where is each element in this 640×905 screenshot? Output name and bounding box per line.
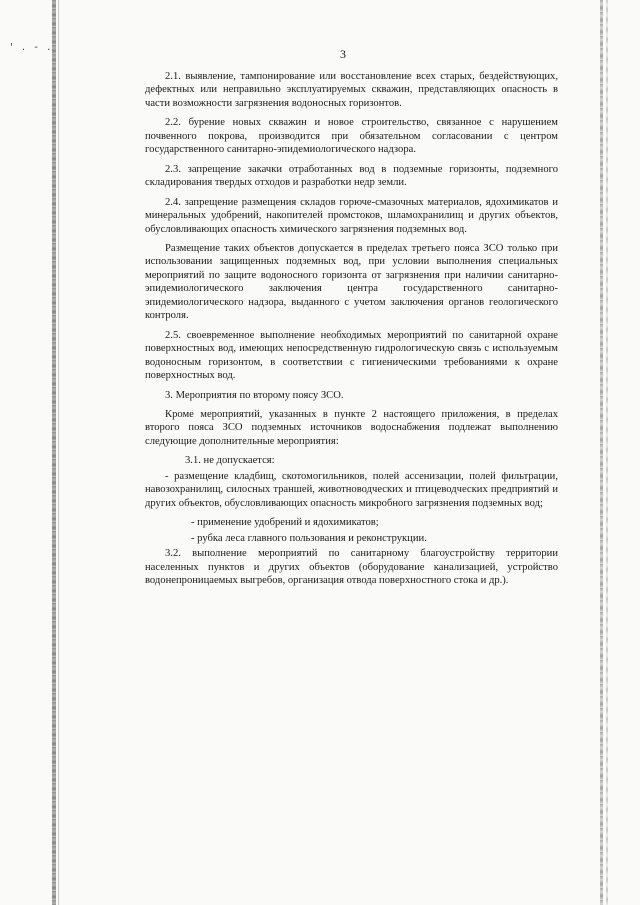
paragraph-2-2: 2.2. бурение новых скважин и новое строительство, связанное с нарушением почвенного покрова, производится при обязательном согласовании с центром государственного санитарно-эпидемиологического надзора. (145, 117, 558, 156)
section-3-heading: 3. Мероприятия по второму поясу ЗСО. (165, 389, 344, 401)
scan-specks: ' . - . (10, 42, 54, 53)
scan-edge-right (600, 0, 603, 905)
scan-edge-right-outer (606, 0, 608, 905)
paragraph-2-3: 2.3. запрещение закачки отработанных вод в подземные горизонты, подземного складирования твердых отходов и разработки недр земли. (145, 163, 558, 189)
paragraph-2-1: 2.1. выявление, тампонирование или восстановление всех старых, бездействующих, дефектных или неправильно эксплуатируемых скважин, представляющих опасность в части возможности загрязнения водоносных горизонтов. (145, 71, 558, 109)
paragraph-placement: Размещение таких объектов допускается в пределах третьего пояса ЗСО только при использовании защищенных подземных вод, при условии выполнения специальных мероприятий по защите водоносного горизонта от загрязнения при наличии санитарно-эпидемиологического заключения центра государственного санитарно-эпидемиологического надзора, выданного с учетом заключения органов геологического контроля. (145, 242, 558, 322)
list-item-cemeteries: - размещение кладбищ, скотомогильников, полей ассенизации, полей фильтрации, навозохранилищ, силосных траншей, животноводческих и птицеводческих предприятий и других объектов, обусловливающих опасность микробного загрязнения подземных вод; (145, 470, 558, 509)
list-item-fertilizers: - применение удобрений и ядохимикатов; (191, 517, 379, 529)
paragraph-2-5: 2.5. своевременное выполнение необходимых мероприятий по санитарной охране поверхностных вод, имеющих непосредственную гидрологическую связь с используемым водоносным горизонтом, в соответствии с гигиеническими требованиями к охране поверхностных вод. (145, 329, 558, 382)
scan-edge-left-inner (58, 0, 59, 905)
document-body (145, 70, 558, 593)
page-number: 3 (340, 47, 346, 61)
list-item-logging: - рубка леса главного пользования и реконструкции. (191, 532, 427, 544)
paragraph-2-4: 2.4. запрещение размещения складов горюче-смазочных материалов, ядохимикатов и минеральных удобрений, накопителей промстоков, шламохранилищ и других объектов, обусловливающих опасность химического загрязнения подземных вод. (145, 196, 558, 235)
paragraph-3-2: 3.2. выполнение мероприятий по санитарному благоустройству территории населенных пунктов и других объектов (оборудование канализацией, устройство водонепроницаемых выгребов, организация отвода поверхностного стока и др.). (145, 548, 558, 586)
paragraph-section-3-intro: Кроме мероприятий, указанных в пункте 2 настоящего приложения, в пределах второго пояса ЗСО подземных источников водоснабжения подлежат выполнению следующие дополнительные мероприятия: (145, 408, 558, 447)
paragraph-3-1: 3.1. не допускается: (185, 455, 275, 467)
scan-edge-left (52, 0, 56, 905)
